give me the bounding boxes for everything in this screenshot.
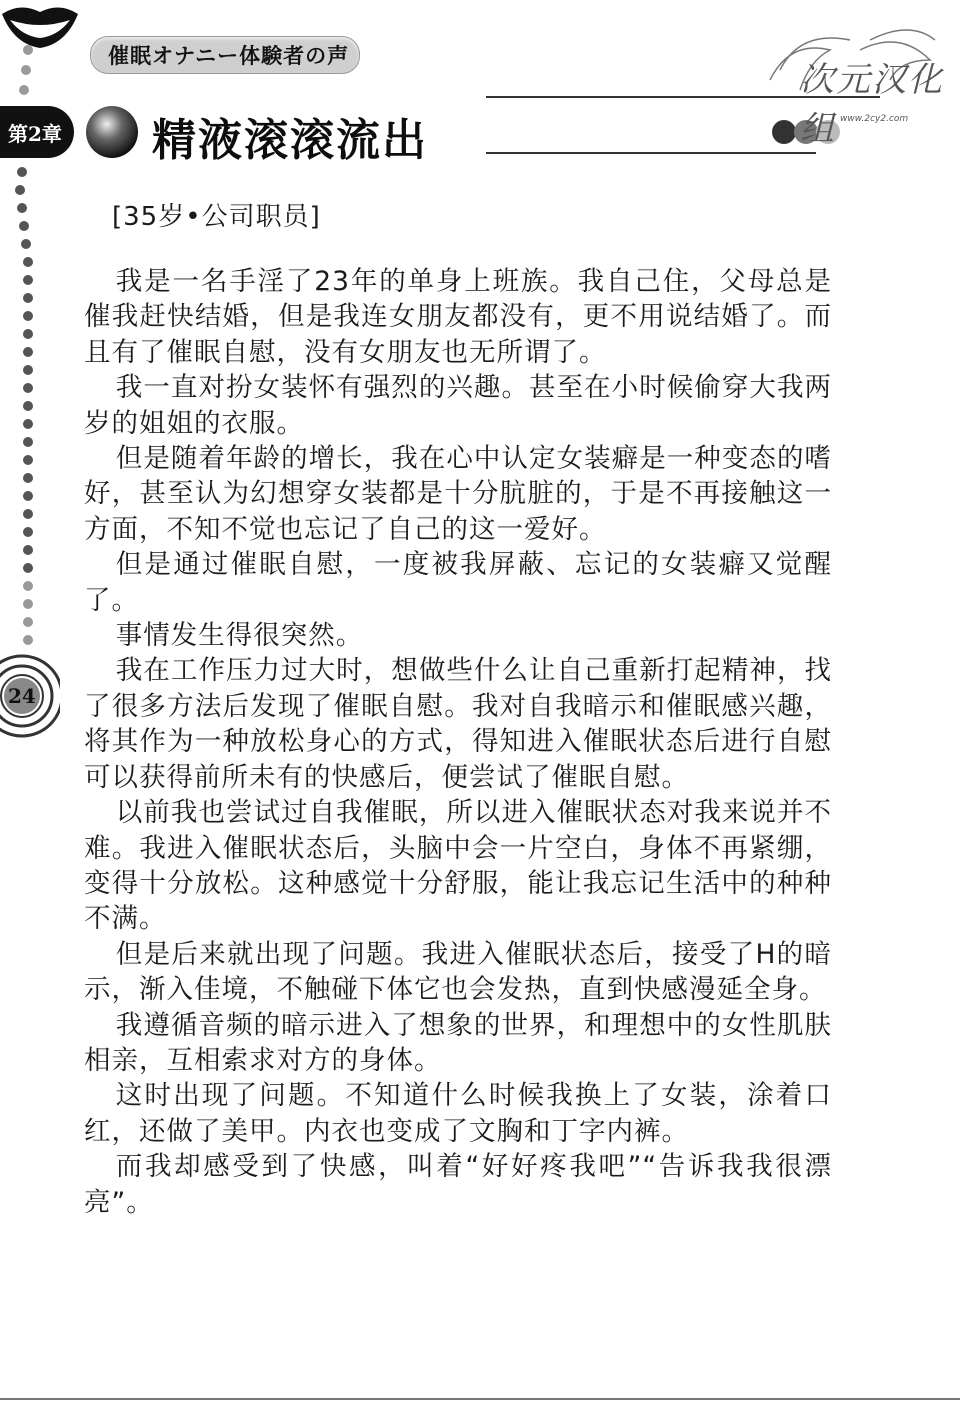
- chapter-label: 第2章: [8, 122, 62, 146]
- watermark-text: 次元汉化组: [800, 60, 944, 149]
- paragraph: 我是一名手淫了23年的单身上班族。我自己住，父母总是催我赶快结婚，但是我连女朋友都没有，更不用说结婚了。而且有了催眠自慰，没有女朋友也无所谓了。: [84, 266, 832, 368]
- paragraph: 我一直对扮女装怀有强烈的兴趣。甚至在小时候偷穿大我两岁的姐姐的衣服。: [84, 372, 832, 439]
- author-line: [35岁•公司职员]: [112, 202, 321, 232]
- paragraph: 以前我也尝试过自我催眠，所以进入催眠状态对我来说并不难。我进入催眠状态后，头脑中会一片空白，身体不再紧绷，变得十分放松。这种感觉十分舒服，能让我忘记生活中的种种不满。: [84, 797, 832, 935]
- page-number: 24: [8, 684, 36, 708]
- paragraph: 我在工作压力过大时，想做些什么让自己重新打起精神，找了很多方法后发现了催眠自慰。我对自我暗示和催眠感兴趣，将其作为一种放松身心的方式，得知进入催眠状态后进行自慰可以获得前所未有的快感后，便尝试了催眠自慰。: [84, 655, 832, 793]
- series-title: 催眠オナニー体験者の声: [108, 43, 350, 68]
- page-bottom-rule: [0, 1398, 960, 1400]
- paragraph: 但是后来就出现了问题。我进入催眠状态后，接受了H的暗示，渐入佳境，不触碰下体它也会发热，直到快感漫延全身。: [84, 938, 832, 1006]
- paragraph: 我遵循音频的暗示进入了想象的世界，和理想中的女性肌肤相亲，互相索求对方的身体。: [84, 1009, 832, 1076]
- paragraph: 而我却感受到了快感，叫着“好好疼我吧”“告诉我我很漂亮”。: [84, 1151, 832, 1218]
- sphere-bullet-icon: [84, 104, 140, 160]
- paragraph: 但是随着年龄的增长，我在心中认定女装癖是一种变态的嗜好，甚至认为幻想穿女装都是十分肮脏的，于是不再接触这一方面，不知不觉也忘记了自己的这一爱好。: [84, 443, 832, 545]
- article-body: [84, 264, 832, 1220]
- paragraph: 事情发生得很突然。: [115, 620, 364, 652]
- article-title: 精液滚滚流出: [152, 115, 428, 166]
- watermark-url: www.2cy2.com: [840, 114, 909, 124]
- paragraph: 这时出现了问题。不知道什么时候我换上了女装，涂着口红，还做了美甲。内衣也变成了文胸和丁字内裤。: [84, 1080, 832, 1147]
- paragraph: 但是通过催眠自慰，一度被我屏蔽、忘记的女装癖又觉醒了。: [84, 549, 832, 616]
